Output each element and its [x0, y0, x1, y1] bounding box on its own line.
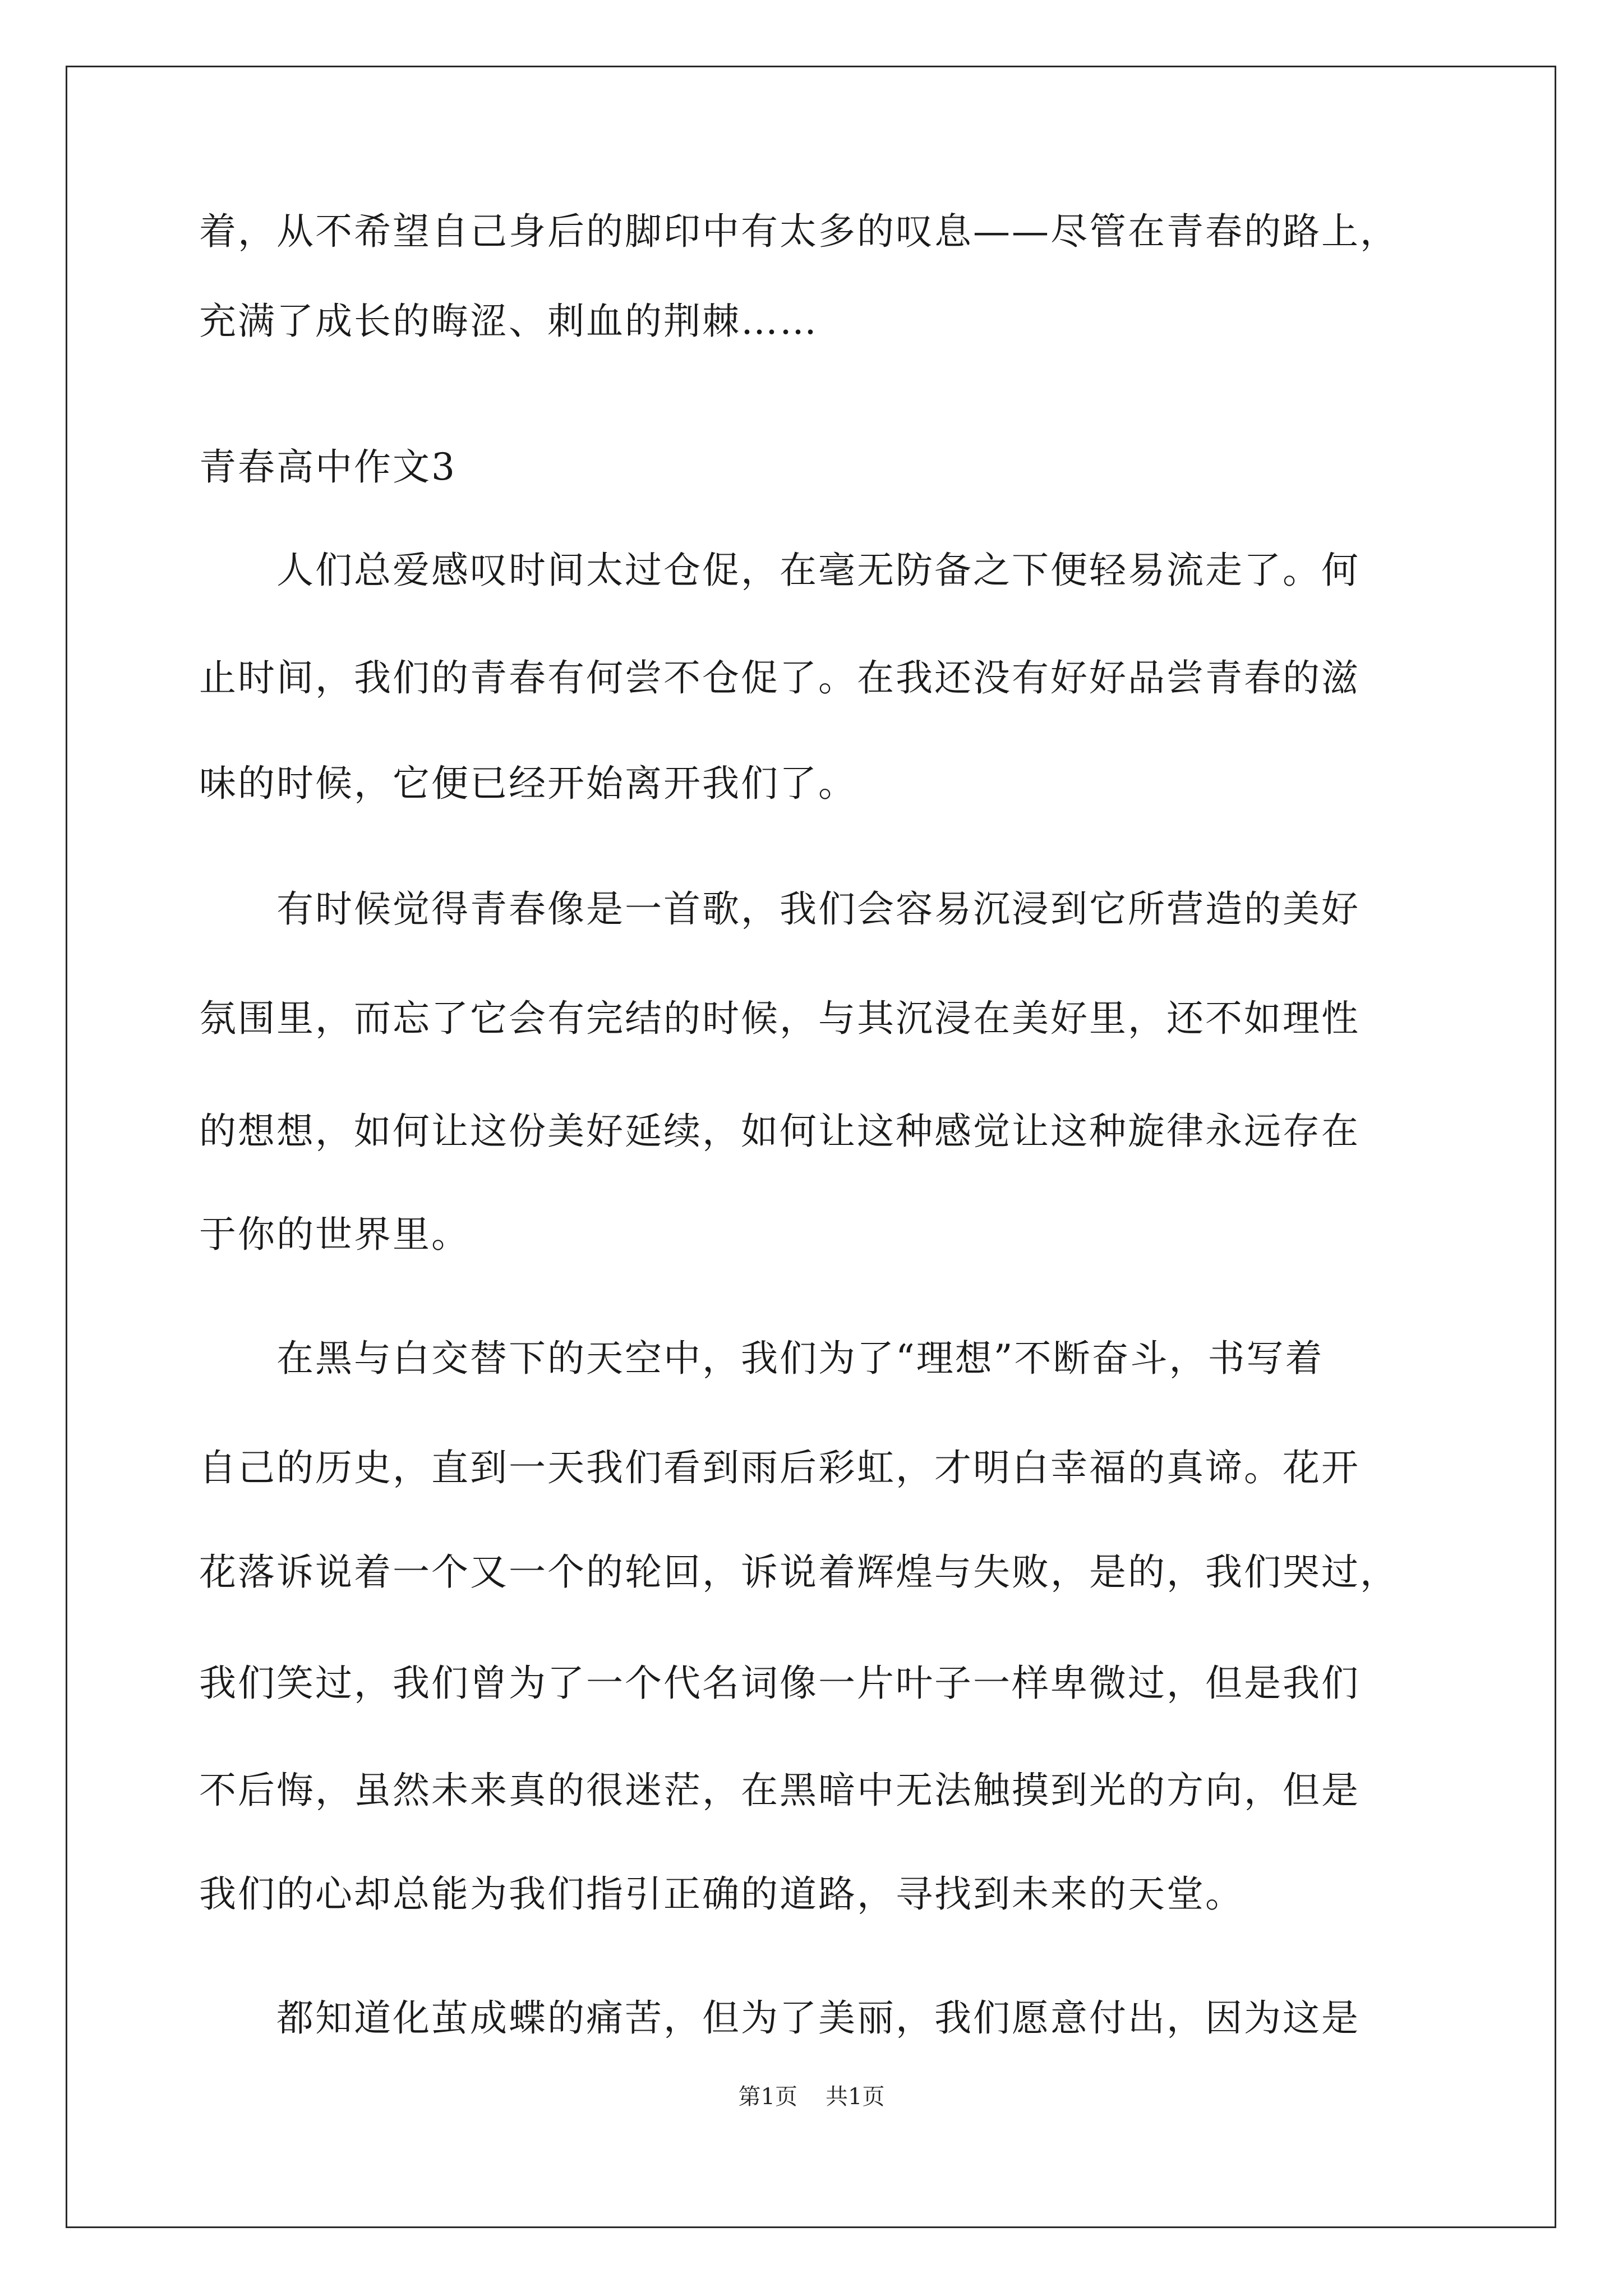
text-line: 不后悔，虽然未来真的很迷茫，在黑暗中无法触摸到光的方向，但是 [199, 1769, 1360, 1812]
text-line: 味的时候，它便已经开始离开我们了。 [199, 762, 857, 805]
text-line: 着，从不希望自己身后的脚印中有太多的叹息——尽管在青春的路上， [199, 210, 1399, 253]
text-line: 于你的世界里。 [199, 1213, 470, 1256]
text-line: 止时间，我们的青春有何尝不仓促了。在我还没有好好品尝青春的滋 [199, 656, 1360, 700]
text-line: 我们的心却总能为我们指引正确的道路，寻找到未来的天堂。 [199, 1872, 1244, 1916]
section-heading: 青春高中作文3 [199, 445, 457, 489]
text-line: 都知道化茧成蝶的痛苦，但为了美丽，我们愿意付出，因为这是 [199, 1996, 1360, 2040]
page-footer [0, 2086, 1623, 2108]
text-line: 有时候觉得青春像是一首歌，我们会容易沉浸到它所营造的美好 [199, 887, 1360, 931]
text-line: 的想想，如何让这份美好延续，如何让这种感觉让这种旋律永远存在 [199, 1110, 1360, 1153]
text-line: 我们笑过，我们曾为了一个代名词像一片叶子一样卑微过，但是我们 [199, 1662, 1360, 1705]
text-line: 氛围里，而忘了它会有完结的时候，与其沉浸在美好里，还不如理性 [199, 997, 1360, 1040]
text-line: 自己的历史，直到一天我们看到雨后彩虹，才明白幸福的真谛。花开 [199, 1446, 1360, 1489]
page-number: 第1页 [738, 2084, 797, 2110]
page-total: 共1页 [826, 2084, 885, 2110]
text-line: 充满了成长的晦涩、刺血的荆棘…… [199, 300, 818, 343]
text-line: 在黑与白交替下的天空中，我们为了“理想”不断奋斗，书写着 [199, 1337, 1324, 1380]
text-line: 花落诉说着一个又一个的轮回，诉说着辉煌与失败，是的，我们哭过， [199, 1550, 1399, 1594]
text-line: 人们总爱感叹时间太过仓促，在毫无防备之下便轻易流走了。何 [199, 549, 1360, 592]
